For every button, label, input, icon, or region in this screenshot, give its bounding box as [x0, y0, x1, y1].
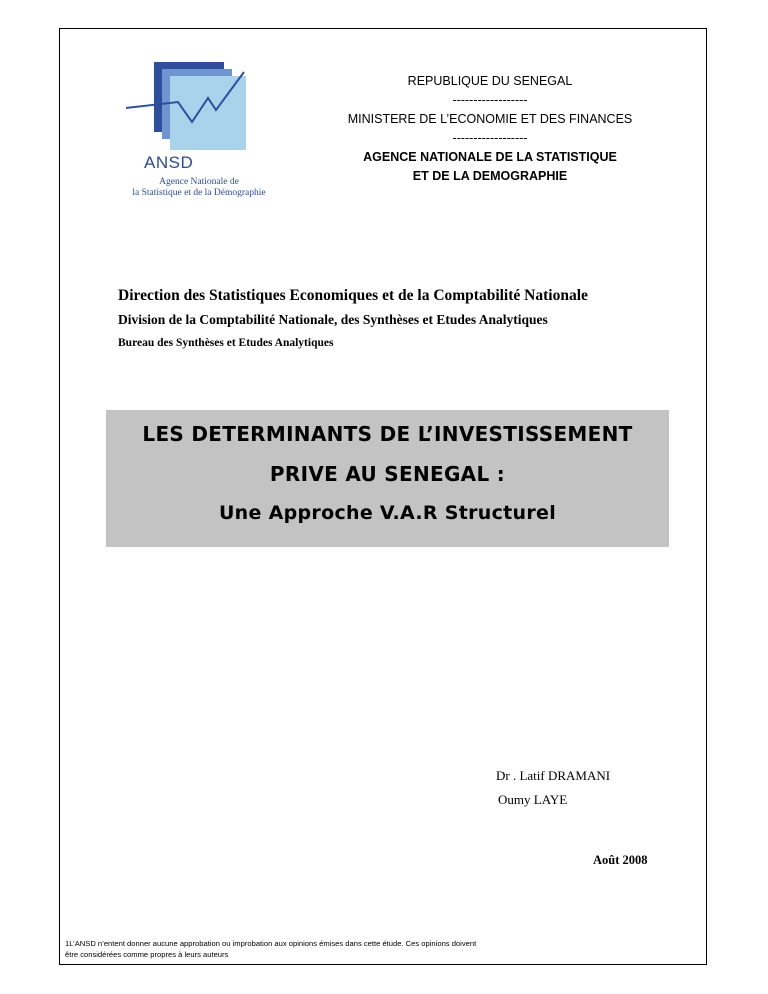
footnote-line1: 1L’ANSD n’entent donner aucune approbation ou improbation aux opinions émises dans cette étude. Ces opinions doivent — [65, 939, 477, 948]
title-line-1: LES DETERMINANTS DE L’INVESTISSEMENT — [142, 422, 633, 446]
author-1: Dr . Latif DRAMANI — [496, 768, 611, 783]
header-separator-1: ------------------ — [452, 93, 528, 107]
division-name: Division de la Comptabilité Nationale, des Synthèses et Etudes Analytiques — [118, 312, 548, 327]
author-2: Oumy LAYE — [498, 792, 568, 807]
logo-square-light — [170, 76, 246, 150]
publication-date: Août 2008 — [593, 853, 648, 867]
title-box — [106, 410, 669, 547]
title-line-3: Une Approche V.A.R Structurel — [218, 502, 557, 524]
footnote-line2: être considérées comme propres à leurs auteurs — [65, 950, 229, 959]
logo-subtitle-line1: Agence Nationale de — [159, 177, 239, 187]
header-separator-2: ------------------ — [452, 131, 528, 145]
agency-name-line1: AGENCE NATIONALE DE LA STATISTIQUE — [363, 150, 617, 164]
agency-name-line2: ET DE LA DEMOGRAPHIE — [412, 169, 568, 183]
institution-header — [300, 72, 680, 186]
title-line-2: PRIVE AU SENEGAL : — [269, 462, 506, 486]
bureau-name: Bureau des Synthèses et Etudes Analytiques — [118, 337, 334, 349]
country-name: REPUBLIQUE DU SENEGAL — [407, 74, 573, 88]
logo-subtitle-line2: la Statistique et de la Démographie — [132, 188, 266, 198]
logo-acronym: ANSD — [144, 153, 194, 172]
logo-subtitle — [118, 177, 280, 199]
direction-name: Direction des Statistiques Economiques et de la Comptabilité Nationale — [118, 287, 588, 304]
ministry-name: MINISTERE DE L’ECONOMIE ET DES FINANCES — [347, 112, 633, 126]
footnote — [65, 938, 625, 960]
